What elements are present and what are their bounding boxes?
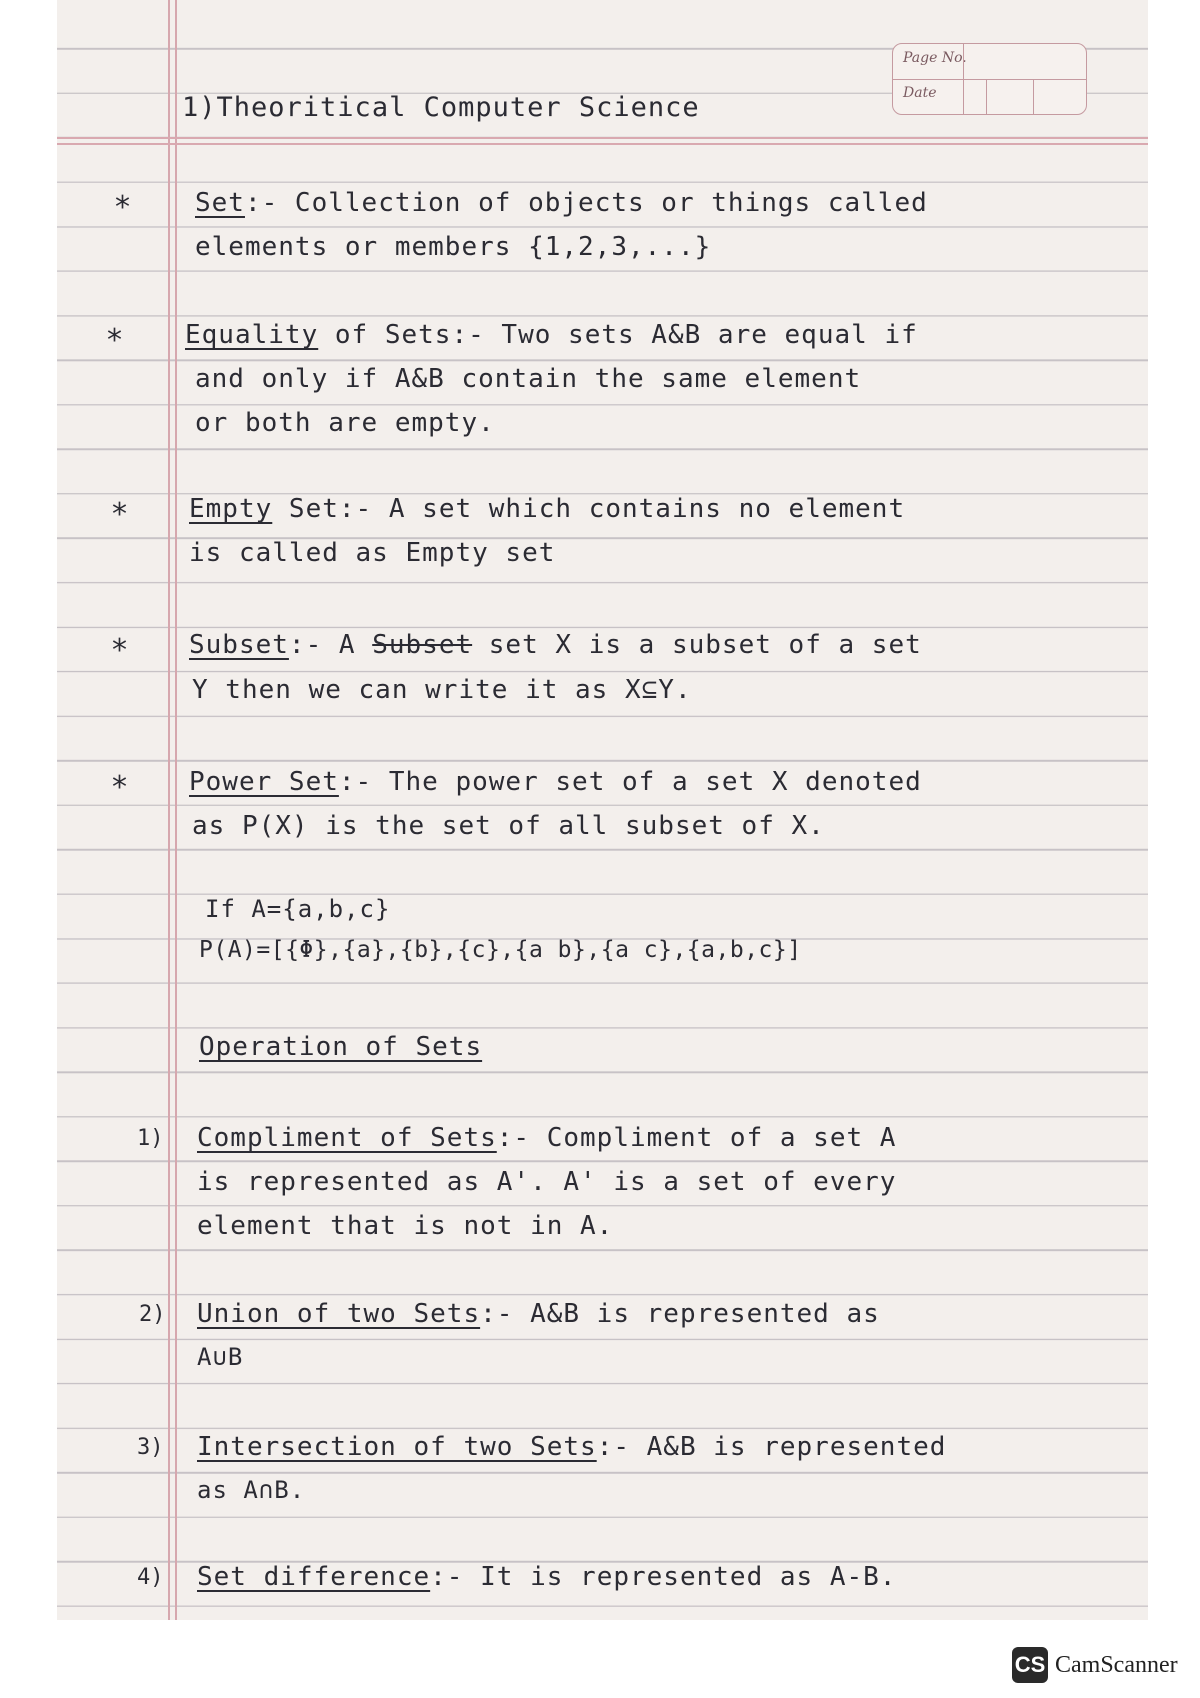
bullet: * xyxy=(112,633,127,668)
union-line2: A∪B xyxy=(197,1343,244,1371)
union-line1: Union of two Sets:- A&B is represented as xyxy=(197,1299,880,1329)
header-rule xyxy=(57,137,1148,139)
power-set-definition-line1: Power Set:- The power set of a set X denoted xyxy=(189,767,922,797)
margin-line xyxy=(175,0,177,1620)
op-number: 2) xyxy=(139,1302,166,1327)
set-definition-line1: Set:- Collection of objects or things called xyxy=(195,188,928,218)
op-number: 3) xyxy=(137,1435,164,1460)
bullet: * xyxy=(112,770,127,805)
complement-line1: Compliment of Sets:- Compliment of a set A xyxy=(197,1123,897,1153)
subset-definition-line2: Y then we can write it as X⊆Y. xyxy=(192,675,692,705)
date-label: Date xyxy=(903,85,937,101)
empty-set-definition-line2: is called as Empty set xyxy=(189,538,556,568)
header-rule xyxy=(57,143,1148,145)
page-date-box xyxy=(892,43,1087,115)
camscanner-brand: CamScanner xyxy=(1055,1652,1178,1678)
equality-definition-line1: Equality of Sets:- Two sets A&B are equal if xyxy=(185,320,918,350)
title: 1)Theoritical Computer Science xyxy=(182,92,700,123)
operations-heading: Operation of Sets xyxy=(199,1032,483,1062)
intersection-line1: Intersection of two Sets:- A&B is represented xyxy=(197,1432,947,1462)
subset-definition-line1: Subset:- A Subset set X is a subset of a set xyxy=(189,630,922,660)
example-line2: P(A)=[{Φ},{a},{b},{c},{a b},{a c},{a,b,c}] xyxy=(199,937,802,963)
power-set-definition-line2: as P(X) is the set of all subset of X. xyxy=(192,811,825,841)
bullet: * xyxy=(115,190,130,225)
equality-definition-line2: and only if A&B contain the same element xyxy=(195,364,862,394)
set-definition-line2: elements or members {1,2,3,...} xyxy=(195,232,712,262)
page-no-label: Page No. xyxy=(903,50,967,66)
intersection-line2: as A∩B. xyxy=(197,1476,306,1504)
complement-line3: element that is not in A. xyxy=(197,1211,614,1241)
bullet: * xyxy=(112,497,127,532)
example-line1: If A={a,b,c} xyxy=(205,895,391,923)
equality-definition-line3: or both are empty. xyxy=(195,408,495,438)
complement-line2: is represented as A'. A' is a set of every xyxy=(197,1167,897,1197)
empty-set-definition-line1: Empty Set:- A set which contains no element xyxy=(189,494,906,524)
margin-line xyxy=(168,0,170,1620)
camscanner-logo: CS xyxy=(1012,1647,1048,1683)
notebook-page xyxy=(57,0,1148,1620)
op-number: 1) xyxy=(137,1126,164,1151)
op-number: 4) xyxy=(137,1565,164,1590)
bullet: * xyxy=(107,323,122,358)
set-difference-line1: Set difference:- It is represented as A-B. xyxy=(197,1562,897,1592)
